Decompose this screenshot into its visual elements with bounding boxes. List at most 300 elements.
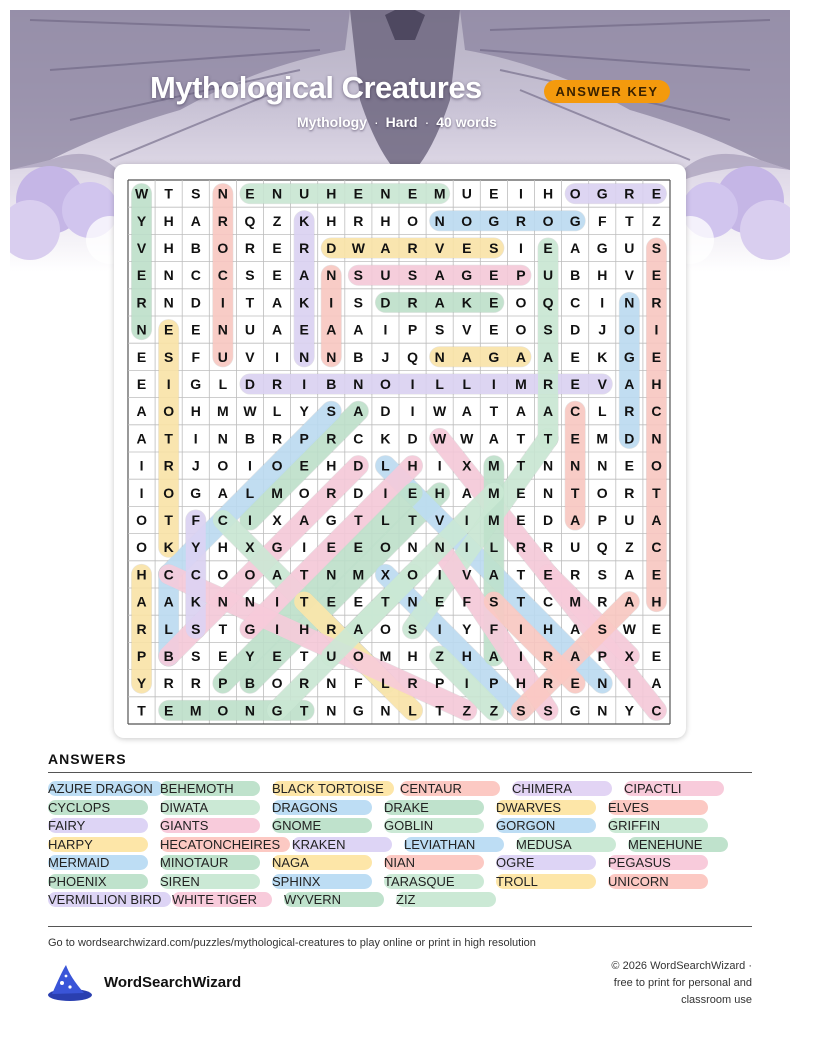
grid-letter[interactable]: E (489, 321, 499, 338)
grid-letter[interactable]: X (624, 648, 635, 664)
grid-letter[interactable]: T (652, 484, 661, 501)
grid-letter[interactable]: I (491, 376, 496, 392)
grid-letter[interactable]: B (244, 430, 256, 447)
grid-letter[interactable]: O (380, 620, 391, 637)
grid-letter[interactable]: I (464, 675, 469, 692)
grid-letter[interactable]: I (519, 620, 523, 637)
grid-letter[interactable]: O (136, 539, 147, 556)
grid-letter[interactable]: Q (596, 539, 608, 556)
grid-letter[interactable]: L (489, 539, 499, 556)
grid-letter[interactable]: N (434, 348, 445, 365)
grid-letter[interactable]: V (597, 376, 607, 392)
grid-letter[interactable]: A (570, 648, 581, 664)
grid-letter[interactable]: E (245, 185, 255, 202)
grid-letter[interactable]: T (164, 512, 173, 528)
grid-letter[interactable]: S (163, 348, 174, 365)
grid-letter[interactable]: M (488, 512, 500, 528)
grid-letter[interactable]: C (163, 566, 174, 583)
grid-letter[interactable]: N (434, 212, 445, 229)
grid-letter[interactable]: E (299, 321, 309, 338)
grid-letter[interactable]: H (163, 240, 174, 256)
grid-letter[interactable]: G (569, 702, 581, 719)
grid-letter[interactable]: N (217, 593, 228, 610)
grid-letter[interactable]: R (542, 539, 554, 556)
grid-letter[interactable]: L (381, 457, 390, 474)
grid-letter[interactable]: C (570, 403, 581, 420)
grid-letter[interactable]: W (351, 240, 365, 256)
grid-letter[interactable]: E (489, 185, 499, 202)
grid-letter[interactable]: R (515, 539, 527, 556)
grid-letter[interactable]: R (624, 403, 635, 420)
grid-letter[interactable]: C (570, 294, 581, 311)
grid-letter[interactable]: L (164, 620, 173, 637)
grid-letter[interactable]: X (380, 566, 391, 583)
grid-letter[interactable]: R (190, 675, 201, 692)
grid-letter[interactable]: G (596, 185, 608, 202)
grid-letter[interactable]: A (217, 484, 228, 501)
grid-letter[interactable]: Y (624, 702, 635, 719)
grid-letter[interactable]: T (218, 620, 228, 637)
grid-letter[interactable]: O (596, 484, 608, 501)
grid-letter[interactable]: N (163, 267, 174, 284)
grid-letter[interactable]: B (163, 648, 174, 664)
grid-letter[interactable]: A (624, 593, 635, 610)
grid-letter[interactable]: N (353, 376, 364, 392)
grid-letter[interactable]: M (488, 457, 500, 474)
grid-letter[interactable]: H (326, 212, 337, 229)
grid-letter[interactable]: T (245, 294, 255, 311)
grid-letter[interactable]: R (136, 620, 147, 637)
grid-letter[interactable]: O (352, 648, 364, 664)
grid-letter[interactable]: Y (136, 675, 147, 692)
grid-letter[interactable]: N (271, 185, 283, 202)
grid-letter[interactable]: Z (489, 702, 499, 719)
grid-letter[interactable]: F (354, 675, 363, 692)
grid-letter[interactable]: G (325, 512, 337, 528)
grid-letter[interactable]: A (163, 593, 174, 610)
grid-letter[interactable]: E (136, 348, 147, 365)
grid-letter[interactable]: N (434, 539, 445, 556)
grid-letter[interactable]: A (570, 240, 581, 256)
grid-letter[interactable]: O (515, 321, 527, 338)
grid-letter[interactable]: J (381, 348, 390, 365)
grid-letter[interactable]: T (164, 430, 173, 447)
grid-letter[interactable]: C (542, 593, 554, 610)
grid-letter[interactable]: K (597, 348, 608, 365)
grid-letter[interactable]: A (434, 294, 445, 311)
grid-letter[interactable]: E (136, 267, 147, 284)
grid-letter[interactable]: E (272, 267, 282, 284)
grid-letter[interactable]: K (299, 294, 310, 311)
grid-letter[interactable]: R (407, 675, 418, 692)
grid-letter[interactable]: U (244, 321, 256, 338)
grid-letter[interactable]: B (190, 240, 201, 256)
grid-letter[interactable]: A (461, 484, 472, 501)
grid-letter[interactable]: X (245, 539, 255, 556)
grid-letter[interactable]: D (244, 376, 256, 392)
grid-letter[interactable]: R (163, 675, 174, 692)
grid-letter[interactable]: H (407, 457, 418, 474)
grid-letter[interactable]: O (380, 539, 391, 556)
grid-letter[interactable]: R (136, 294, 147, 311)
grid-letter[interactable]: N (651, 430, 662, 447)
grid-letter[interactable]: T (299, 566, 309, 583)
grid-letter[interactable]: A (515, 348, 527, 365)
grid-letter[interactable]: S (353, 294, 364, 311)
grid-letter[interactable]: U (570, 539, 581, 556)
grid-letter[interactable]: U (624, 240, 635, 256)
grid-letter[interactable]: S (191, 185, 201, 202)
grid-letter[interactable]: H (515, 675, 527, 692)
grid-letter[interactable]: L (435, 376, 444, 392)
grid-letter[interactable]: D (380, 403, 391, 420)
grid-letter[interactable]: G (271, 702, 283, 719)
grid-letter[interactable]: E (651, 348, 662, 365)
grid-letter[interactable]: C (217, 267, 228, 284)
grid-letter[interactable]: E (299, 457, 309, 474)
grid-letter[interactable]: L (245, 484, 255, 501)
grid-letter[interactable]: A (271, 566, 283, 583)
grid-letter[interactable]: A (380, 240, 391, 256)
grid-letter[interactable]: N (163, 294, 174, 311)
grid-letter[interactable]: H (326, 457, 337, 474)
grid-letter[interactable]: T (516, 430, 526, 447)
grid-letter[interactable]: E (570, 348, 580, 365)
grid-letter[interactable]: O (217, 566, 229, 583)
grid-letter[interactable]: N (299, 348, 310, 365)
grid-letter[interactable]: O (407, 566, 418, 583)
grid-letter[interactable]: W (243, 403, 257, 420)
grid-letter[interactable]: Q (244, 212, 256, 229)
grid-letter[interactable]: H (407, 648, 418, 664)
grid-letter[interactable]: X (272, 512, 282, 528)
grid-letter[interactable]: C (651, 539, 662, 556)
grid-letter[interactable]: I (519, 185, 523, 202)
grid-letter[interactable]: Y (462, 620, 472, 637)
grid-letter[interactable]: O (244, 566, 256, 583)
grid-letter[interactable]: O (217, 240, 229, 256)
grid-letter[interactable]: W (433, 403, 447, 420)
grid-letter[interactable]: D (353, 484, 364, 501)
grid-letter[interactable]: E (163, 321, 174, 338)
grid-letter[interactable]: T (381, 593, 390, 610)
grid-letter[interactable]: H (651, 376, 662, 392)
grid-letter[interactable]: T (299, 593, 309, 610)
grid-letter[interactable]: G (190, 484, 202, 501)
grid-letter[interactable]: N (326, 702, 337, 719)
grid-letter[interactable]: W (460, 430, 474, 447)
grid-letter[interactable]: Y (299, 403, 309, 420)
grid-letter[interactable]: R (244, 240, 256, 256)
grid-letter[interactable]: I (437, 457, 442, 474)
grid-letter[interactable]: N (244, 593, 256, 610)
grid-letter[interactable]: U (299, 185, 310, 202)
grid-letter[interactable]: A (461, 403, 472, 420)
grid-letter[interactable]: M (379, 648, 392, 664)
grid-letter[interactable]: A (624, 376, 635, 392)
grid-letter[interactable]: N (326, 566, 337, 583)
grid-letter[interactable]: E (326, 593, 336, 610)
grid-letter[interactable]: V (624, 267, 635, 284)
grid-letter[interactable]: T (435, 702, 444, 719)
grid-letter[interactable]: E (272, 240, 282, 256)
grid-letter[interactable]: K (190, 593, 201, 610)
grid-letter[interactable]: R (542, 675, 554, 692)
grid-letter[interactable]: B (326, 376, 337, 392)
grid-letter[interactable]: E (651, 267, 662, 284)
grid-letter[interactable]: G (596, 240, 608, 256)
grid-letter[interactable]: I (464, 539, 469, 556)
grid-letter[interactable]: R (326, 430, 337, 447)
grid-letter[interactable]: N (380, 185, 391, 202)
grid-letter[interactable]: A (136, 593, 147, 610)
grid-letter[interactable]: E (218, 648, 228, 664)
grid-letter[interactable]: H (299, 620, 310, 637)
grid-letter[interactable]: N (542, 484, 554, 501)
grid-letter[interactable]: I (275, 620, 279, 637)
grid-letter[interactable]: Y (136, 212, 147, 229)
grid-letter[interactable]: I (220, 294, 225, 311)
grid-letter[interactable]: U (542, 267, 554, 284)
grid-letter[interactable]: Z (272, 212, 282, 229)
footer-link[interactable]: Go to wordsearchwizard.com/puzzles/mythological-creatures to play online or print in high resolution (48, 937, 536, 949)
grid-letter[interactable]: S (434, 321, 445, 338)
grid-letter[interactable]: E (516, 484, 526, 501)
grid-letter[interactable]: O (217, 702, 229, 719)
grid-letter[interactable]: S (489, 240, 499, 256)
grid-letter[interactable]: V (434, 512, 445, 528)
grid-letter[interactable]: R (624, 185, 635, 202)
grid-letter[interactable]: M (433, 185, 446, 202)
grid-letter[interactable]: G (244, 620, 256, 637)
grid-letter[interactable]: T (570, 484, 580, 501)
grid-letter[interactable]: A (488, 430, 499, 447)
grid-letter[interactable]: E (353, 539, 364, 556)
grid-letter[interactable]: N (380, 702, 391, 719)
grid-letter[interactable]: P (218, 675, 228, 692)
grid-letter[interactable]: E (543, 240, 553, 256)
grid-letter[interactable]: N (597, 675, 608, 692)
grid-letter[interactable]: E (353, 185, 364, 202)
grid-letter[interactable]: D (380, 294, 391, 311)
grid-letter[interactable]: E (651, 620, 662, 637)
grid-letter[interactable]: T (516, 566, 526, 583)
grid-letter[interactable]: R (651, 294, 662, 311)
grid-letter[interactable]: U (624, 512, 635, 528)
grid-letter[interactable]: P (299, 430, 309, 447)
grid-letter[interactable]: N (570, 457, 581, 474)
grid-letter[interactable]: L (218, 376, 228, 392)
grid-letter[interactable]: N (244, 702, 256, 719)
grid-letter[interactable]: D (407, 430, 418, 447)
grid-letter[interactable]: F (462, 593, 472, 610)
grid-letter[interactable]: R (542, 376, 554, 392)
grid-letter[interactable]: N (624, 294, 635, 311)
grid-letter[interactable]: K (299, 212, 310, 229)
grid-letter[interactable]: R (326, 620, 337, 637)
grid-letter[interactable]: A (136, 403, 147, 420)
grid-letter[interactable]: S (191, 648, 201, 664)
grid-letter[interactable]: O (271, 457, 283, 474)
grid-letter[interactable]: I (410, 403, 415, 420)
grid-letter[interactable]: O (298, 484, 310, 501)
grid-letter[interactable]: T (137, 702, 146, 719)
grid-letter[interactable]: H (651, 593, 662, 610)
grid-letter[interactable]: D (190, 294, 201, 311)
grid-letter[interactable]: R (217, 212, 228, 229)
grid-letter[interactable]: E (570, 376, 580, 392)
grid-letter[interactable]: I (519, 240, 523, 256)
grid-letter[interactable]: R (299, 240, 310, 256)
grid-letter[interactable]: H (217, 539, 228, 556)
grid-letter[interactable]: G (488, 212, 500, 229)
grid-letter[interactable]: A (190, 212, 201, 229)
grid-letter[interactable]: G (569, 212, 581, 229)
grid-letter[interactable]: K (380, 430, 391, 447)
grid-letter[interactable]: U (380, 267, 391, 284)
grid-letter[interactable]: E (651, 566, 662, 583)
grid-letter[interactable]: I (248, 457, 252, 474)
grid-letter[interactable]: M (352, 566, 365, 583)
grid-letter[interactable]: D (570, 321, 581, 338)
grid-letter[interactable]: R (570, 566, 581, 583)
grid-letter[interactable]: R (407, 240, 418, 256)
grid-letter[interactable]: H (461, 648, 472, 664)
grid-letter[interactable]: A (271, 321, 283, 338)
grid-letter[interactable]: S (353, 267, 364, 284)
grid-letter[interactable]: A (651, 512, 662, 528)
grid-letter[interactable]: G (461, 267, 473, 284)
grid-letter[interactable]: T (489, 403, 499, 420)
grid-letter[interactable]: I (410, 376, 415, 392)
grid-letter[interactable]: I (275, 348, 279, 365)
grid-letter[interactable]: M (596, 430, 609, 447)
grid-letter[interactable]: R (624, 484, 635, 501)
grid-letter[interactable]: T (516, 593, 526, 610)
grid-letter[interactable]: O (217, 457, 229, 474)
grid-letter[interactable]: G (271, 539, 283, 556)
grid-letter[interactable]: D (326, 240, 337, 256)
grid-letter[interactable]: O (407, 212, 418, 229)
grid-letter[interactable]: G (488, 348, 500, 365)
grid-letter[interactable]: P (407, 321, 418, 338)
grid-letter[interactable]: M (569, 593, 581, 610)
grid-letter[interactable]: V (462, 321, 472, 338)
grid-letter[interactable]: P (434, 675, 445, 692)
grid-letter[interactable]: V (434, 240, 445, 256)
grid-letter[interactable]: R (271, 430, 283, 447)
grid-letter[interactable]: N (326, 348, 337, 365)
grid-letter[interactable]: L (381, 675, 390, 692)
grid-letter[interactable]: P (136, 648, 147, 664)
grid-letter[interactable]: N (597, 702, 608, 719)
grid-letter[interactable]: A (353, 321, 364, 338)
grid-letter[interactable]: A (542, 403, 554, 420)
grid-letter[interactable]: V (245, 348, 255, 365)
grid-letter[interactable]: I (654, 321, 659, 338)
grid-letter[interactable]: O (163, 484, 175, 501)
grid-letter[interactable]: N (217, 185, 228, 202)
grid-letter[interactable]: S (597, 566, 607, 583)
grid-letter[interactable]: R (597, 593, 608, 610)
grid-letter[interactable]: S (543, 702, 553, 719)
grid-letter[interactable]: I (139, 457, 144, 474)
grid-letter[interactable]: A (624, 566, 635, 583)
grid-letter[interactable]: H (136, 566, 147, 583)
grid-letter[interactable]: O (515, 294, 527, 311)
grid-letter[interactable]: T (299, 648, 309, 664)
grid-letter[interactable]: O (569, 185, 581, 202)
grid-letter[interactable]: R (326, 484, 337, 501)
grid-letter[interactable]: I (383, 321, 388, 338)
grid-letter[interactable]: H (542, 185, 554, 202)
grid-letter[interactable]: L (597, 403, 607, 420)
grid-letter[interactable]: P (597, 512, 607, 528)
grid-letter[interactable]: P (597, 648, 607, 664)
grid-letter[interactable]: L (462, 376, 472, 392)
grid-letter[interactable]: H (190, 403, 201, 420)
grid-letter[interactable]: Q (407, 348, 418, 365)
grid-letter[interactable]: I (139, 484, 144, 501)
grid-letter[interactable]: L (408, 702, 417, 719)
grid-letter[interactable]: T (299, 702, 309, 719)
grid-letter[interactable]: N (597, 457, 608, 474)
grid-letter[interactable]: W (622, 620, 636, 637)
grid-letter[interactable]: K (163, 539, 174, 556)
grid-letter[interactable]: S (651, 240, 662, 256)
grid-letter[interactable]: D (542, 512, 554, 528)
grid-letter[interactable]: C (190, 566, 201, 583)
grid-letter[interactable]: E (163, 702, 174, 719)
grid-letter[interactable]: E (516, 512, 526, 528)
grid-letter[interactable]: E (570, 430, 580, 447)
grid-letter[interactable]: T (516, 457, 526, 474)
grid-letter[interactable]: I (519, 648, 523, 664)
grid-letter[interactable]: F (597, 212, 607, 229)
grid-letter[interactable]: N (326, 267, 337, 284)
grid-letter[interactable]: F (191, 348, 201, 365)
grid-letter[interactable]: A (542, 348, 554, 365)
grid-letter[interactable]: S (543, 321, 553, 338)
grid-letter[interactable]: O (542, 212, 554, 229)
grid-letter[interactable]: A (353, 620, 364, 637)
grid-letter[interactable]: P (489, 675, 499, 692)
grid-letter[interactable]: F (489, 620, 499, 637)
grid-letter[interactable]: O (623, 321, 635, 338)
grid-letter[interactable]: I (464, 512, 469, 528)
grid-letter[interactable]: B (244, 675, 256, 692)
grid-letter[interactable]: S (597, 620, 607, 637)
grid-letter[interactable]: I (600, 294, 605, 311)
grid-letter[interactable]: A (136, 430, 147, 447)
grid-letter[interactable]: Z (652, 212, 661, 229)
grid-letter[interactable]: Z (625, 539, 634, 556)
grid-letter[interactable]: Q (542, 294, 554, 311)
grid-letter[interactable]: R (353, 212, 364, 229)
grid-letter[interactable]: Y (191, 539, 201, 556)
grid-letter[interactable]: I (383, 484, 388, 501)
grid-letter[interactable]: E (136, 376, 147, 392)
grid-letter[interactable]: O (380, 376, 391, 392)
grid-letter[interactable]: O (461, 212, 473, 229)
grid-letter[interactable]: R (542, 648, 554, 664)
grid-letter[interactable]: O (163, 403, 175, 420)
grid-letter[interactable]: C (190, 267, 201, 284)
grid-letter[interactable]: U (461, 185, 472, 202)
grid-letter[interactable]: H (326, 185, 337, 202)
grid-letter[interactable]: S (245, 267, 255, 284)
grid-letter[interactable]: A (651, 675, 662, 692)
